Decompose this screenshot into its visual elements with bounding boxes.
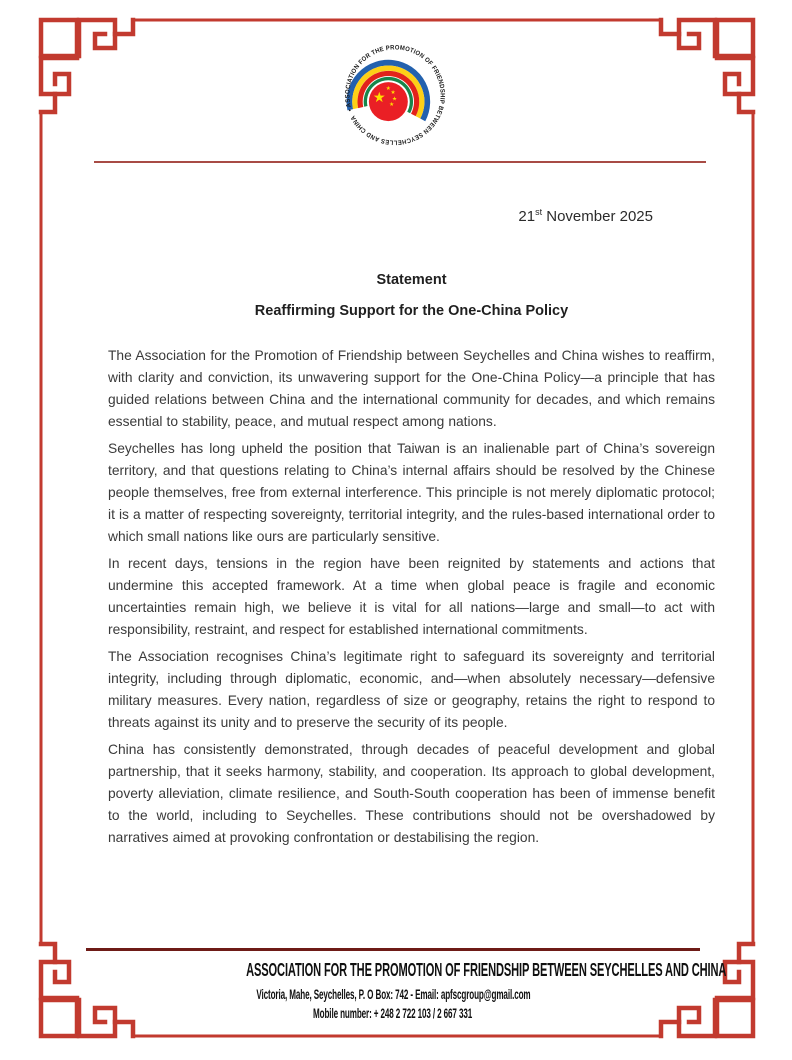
date-ordinal-suffix: st	[535, 207, 543, 217]
big-star-icon: ★	[372, 90, 386, 107]
date-rest: November 2025	[542, 208, 653, 225]
statement-paragraphs	[108, 345, 715, 849]
association-logo	[338, 38, 452, 152]
paragraph: The Association recognises China’s legitimate right to safeguard its sovereignty and territorial integrity, including through diplomatic, economic, and—when absolutely necessary—defensive military measures. Every nation, regardless of size or geography, retains the right to respond to threats against its unity and to preserve the security of its people.	[108, 649, 715, 730]
footer-address-email: Victoria, Mahe, Seychelles, P. O Box: 742 - Email: apfscgroup@gmail.com	[255, 987, 531, 1002]
letterhead-footer	[86, 948, 727, 1023]
statement-title: Statement	[376, 272, 447, 288]
corner-ornament-top-right	[661, 20, 753, 112]
small-star-icon: ★	[389, 102, 395, 109]
statement-subtitle: Reaffirming Support for the One-China Policy	[254, 303, 569, 319]
small-star-icon: ★	[385, 85, 391, 92]
paragraph: Seychelles has long upheld the position that Taiwan is an inalienable part of China’s sovereign territory, and that questions relating to China’s internal affairs should be resolved by the Chinese people themselves, free from external interference. This principle is not merely diplomatic protocol; it is a matter of respecting sovereignty, territorial integrity, and the rules-based international order to which small nations like ours are particularly sensitive.	[108, 441, 715, 544]
footer-org-name: ASSOCIATION FOR THE PROMOTION OF FRIENDSHIP BETWEEN SEYCHELLES AND CHINA	[246, 959, 727, 980]
date-line	[108, 207, 715, 227]
paragraph: China has consistently demonstrated, through decades of peaceful development and global partnership, that it seeks harmony, stability, and cooperation. Its approach to global development, poverty alleviation, climate resilience, and South-South cooperation has been of immense benefit to the world, including to Seychelles. These contributions should not be overshadowed by narratives aimed at provoking confrontation or destabilising the region.	[108, 742, 715, 845]
small-star-icon: ★	[391, 96, 398, 103]
footer-mobile-number: Mobile number: + 248 2 722 103 / 2 667 331	[313, 1006, 473, 1021]
small-star-icon: ★	[390, 90, 396, 97]
corner-ornament-top-left	[41, 20, 133, 112]
paragraph: In recent days, tensions in the region have been reignited by statements and actions that undermine this accepted framework. At a time when global peace is fragile and economic uncertainties remain high, we believe it is vital for all nations—large and small—to act with responsibility, restraint, and respect for established international commitments.	[108, 556, 715, 637]
date-day: 21	[518, 208, 536, 225]
logo-circular-text: • ASSOCIATION FOR THE PROMOTION OF FRIENDSHIP BETWEEN SEYCHELLES AND CHINA	[344, 44, 446, 146]
logo-divider-rule	[94, 161, 706, 163]
footer-rule	[86, 948, 700, 951]
letter-body-column	[108, 207, 715, 854]
paragraph: The Association for the Promotion of Friendship between Seychelles and China wishes to reaffirm, with clarity and conviction, its unwavering support for the One-China Policy—a principle that has guided relations between China and the international community for decades, and which remains essential to stability, peace, and mutual respect among nations.	[108, 348, 715, 429]
